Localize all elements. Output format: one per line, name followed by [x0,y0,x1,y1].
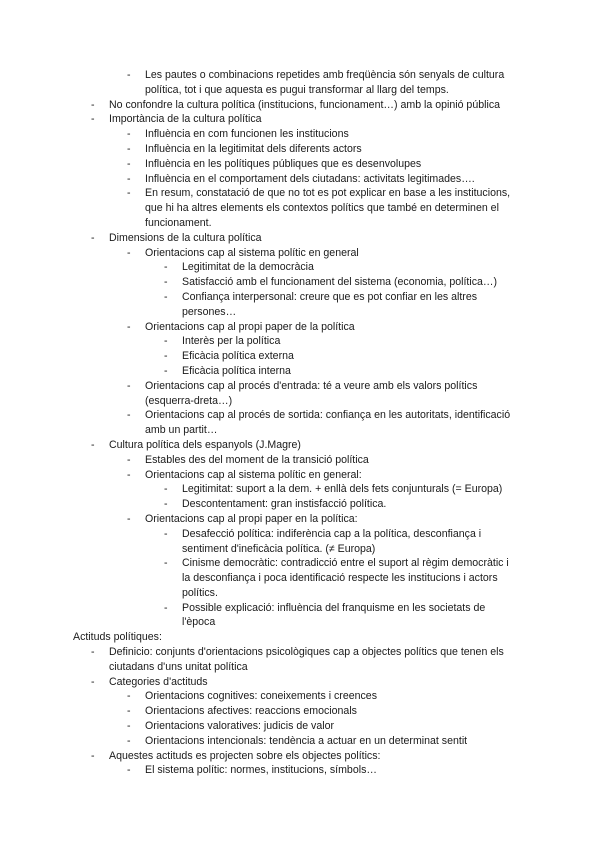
bullet-dash: - [127,172,131,185]
line-text: Orientacions cap al procés d'entrada: té a veure amb els valors polítics [145,379,478,392]
bullet-dash: - [164,364,168,377]
outline-line [0,660,600,675]
outline-line [0,497,600,512]
bullet-dash: - [91,231,95,244]
line-text: Orientacions cap al sistema polític en general [145,246,359,259]
outline-line [0,186,600,201]
outline-line [0,68,600,83]
line-text: funcionament. [145,216,212,229]
outline-line [0,482,600,497]
bullet-dash: - [164,350,168,363]
bullet-dash: - [164,557,168,570]
outline-line [0,527,600,542]
line-text: Orientacions afectives: reaccions emocionals [145,705,357,718]
bullet-dash: - [164,261,168,274]
bullet-dash: - [127,409,131,422]
outline-line [0,142,600,157]
outline-line [0,290,600,305]
line-text: política, tot i que aquesta es pugui transformar al llarg del temps. [145,83,449,96]
outline-line [0,379,600,394]
outline-line [0,98,600,113]
line-text: Satisfacció amb el funcionament del sistema (economia, política…) [182,276,498,289]
line-text: Actituds polítiques: [73,631,162,644]
outline-line [0,305,600,320]
line-text: Orientacions valoratives: judicis de valor [145,720,335,733]
line-text: Orientacions cognitives: coneixements i creences [145,690,377,703]
line-text: Cultura política dels espanyols (J.Magre) [109,438,301,451]
bullet-dash: - [127,764,131,777]
line-text: la desconfiança i poca identificació respecte les institucions i actors [182,572,498,585]
bullet-dash: - [127,379,131,392]
outline-line [0,571,600,586]
outline-line [0,763,600,778]
line-text: Possible explicació: influència del franquisme en les societats de [182,601,486,614]
outline-line [0,468,600,483]
line-text: Confiança interpersonal: creure que es pot confiar en les altres [182,290,478,303]
bullet-dash: - [127,246,131,259]
outline-line [0,394,600,409]
outline-line [0,630,600,645]
outline-line [0,408,600,423]
bullet-dash: - [164,601,168,614]
bullet-dash: - [127,142,131,155]
outline-line [0,601,600,616]
outline-line [0,512,600,527]
line-text: Influència en les polítiques públiques que es desenvolupes [145,157,422,170]
line-text: Interès per la política [182,335,281,348]
line-text: Eficàcia política interna [182,364,291,377]
line-text: Importància de la cultura política [109,113,262,126]
line-text: Orientacions cap al propi paper en la política: [145,512,358,525]
line-text: sentiment d'ineficàcia política. (≠ Europa) [182,542,376,555]
line-text: (esquerra-dreta…) [145,394,233,407]
outline-line [0,542,600,557]
line-text: Legitimitat: suport a la dem. + enllà dels fets conjunturals (= Europa) [182,483,503,496]
line-text: En resum, constatació de que no tot es pot explicar en base a les institucions, [145,187,511,200]
bullet-dash: - [127,187,131,200]
bullet-dash: - [91,113,95,126]
line-text: que hi ha altres elements els contextos polítics que també en determinen el [145,202,499,215]
bullet-dash: - [127,320,131,333]
line-text: Orientacions cap al sistema polític en general: [145,468,362,481]
bullet-dash: - [127,512,131,525]
line-text: Eficàcia política externa [182,350,294,363]
bullet-dash: - [127,734,131,747]
outline-line [0,83,600,98]
line-text: Estables des del moment de la transició política [145,453,369,466]
line-text: Orientacions cap al propi paper de la política [145,320,355,333]
outline-line [0,586,600,601]
line-text: Categories d'actituds [109,675,208,688]
line-text: Dimensions de la cultura política [109,231,262,244]
line-text: l'època [182,616,216,629]
outline-line [0,157,600,172]
bullet-dash: - [91,438,95,451]
line-text: Aquestes actituds es projecten sobre els objectes polítics: [109,749,381,762]
line-text: Influència en com funcionen les institucions [145,128,349,141]
outline-line [0,260,600,275]
bullet-dash: - [127,69,131,81]
outline-line [0,675,600,690]
line-text: Orientacions cap al procés de sortida: confiança en les autoritats, identificació [145,409,511,422]
bullet-dash: - [91,646,95,659]
bullet-dash: - [164,498,168,511]
line-text: Descontentament: gran instisfacció política. [182,498,387,511]
document-page [0,68,600,778]
outline-line [0,334,600,349]
bullet-dash: - [127,453,131,466]
outline-line [0,615,600,630]
bullet-dash: - [164,335,168,348]
line-text: No confondre la cultura política (institucions, funcionament…) amb la opinió pública [109,98,501,111]
outline-line [0,689,600,704]
outline-line [0,216,600,231]
outline-line [0,749,600,764]
outline-line [0,364,600,379]
line-text: ciutadans d'uns unitat política [109,660,248,673]
bullet-dash: - [127,128,131,141]
outline-line [0,349,600,364]
outline-line [0,719,600,734]
outline-line [0,275,600,290]
outline-line [0,246,600,261]
bullet-dash: - [91,675,95,688]
outline-line [0,453,600,468]
line-text: Cinisme democràtic: contradicció entre el suport al règim democràtic i [182,557,509,570]
bullet-dash: - [164,483,168,496]
outline-line [0,734,600,749]
line-text: El sistema polític: normes, institucions, símbols… [145,764,377,777]
line-text: Les pautes o combinacions repetides amb freqüència són senyals de cultura [145,69,505,81]
outline-line [0,320,600,335]
outline-line [0,438,600,453]
outline-line [0,127,600,142]
line-text: Definicio: conjunts d'orientacions psicològiques cap a objectes polítics que tenen els [109,646,504,659]
bullet-dash: - [127,690,131,703]
line-text: Influència en el comportament dels ciutadans: activitats legitimades…. [145,172,475,185]
line-text: Legitimitat de la democràcia [182,261,314,274]
line-text: persones… [182,305,237,318]
bullet-dash: - [164,527,168,540]
line-text: polítics. [182,586,218,599]
outline-line [0,645,600,660]
outline-line [0,556,600,571]
line-text: Influència en la legitimitat dels diferents actors [145,142,362,155]
bullet-dash: - [91,98,95,111]
outline-line [0,172,600,187]
bullet-dash: - [127,468,131,481]
bullet-dash: - [127,157,131,170]
line-text: Orientacions intencionals: tendència a actuar en un determinat sentit [145,734,468,747]
outline-line [0,423,600,438]
bullet-dash: - [164,290,168,303]
bullet-dash: - [164,276,168,289]
outline-line [0,231,600,246]
bullet-dash: - [91,749,95,762]
bullet-dash: - [127,720,131,733]
outline-line [0,201,600,216]
bullet-dash: - [127,705,131,718]
outline-line [0,704,600,719]
line-text: Desafecció política: indiferència cap a la política, desconfiança i [182,527,482,540]
line-text: amb un partit… [145,424,218,437]
outline-line [0,112,600,127]
